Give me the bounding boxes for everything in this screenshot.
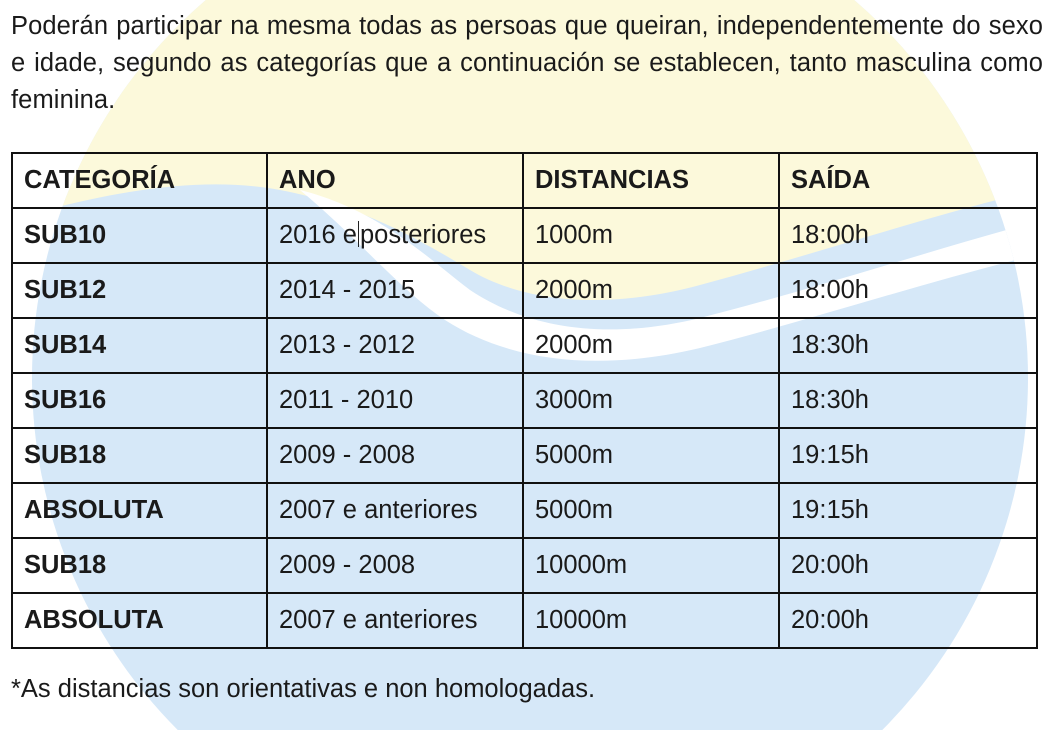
cell-ano-part: 2016 e — [279, 221, 357, 249]
table-row — [12, 538, 1037, 593]
table-row — [12, 263, 1037, 318]
cell-saida: 18:30h — [779, 318, 1037, 373]
header-ano: ANO — [267, 153, 523, 208]
cell-categoria: SUB16 — [12, 373, 267, 428]
cell-distancia: 5000m — [523, 428, 779, 483]
table-row — [12, 483, 1037, 538]
cell-categoria: ABSOLUTA — [12, 483, 267, 538]
cell-distancia: 10000m — [523, 538, 779, 593]
cell-ano: 2013 - 2012 — [267, 318, 523, 373]
cell-saida: 20:00h — [779, 538, 1037, 593]
cell-distancia: 2000m — [523, 318, 779, 373]
cell-ano: 2009 - 2008 — [267, 538, 523, 593]
cell-distancia: 5000m — [523, 483, 779, 538]
cell-ano — [267, 208, 523, 263]
cell-ano: 2011 - 2010 — [267, 373, 523, 428]
cell-ano: 2007 e anteriores — [267, 483, 523, 538]
cell-saida: 19:15h — [779, 483, 1037, 538]
cell-saida: 18:30h — [779, 373, 1037, 428]
categories-table — [11, 152, 1038, 649]
cell-categoria: SUB14 — [12, 318, 267, 373]
cell-saida: 18:00h — [779, 208, 1037, 263]
cell-categoria: SUB12 — [12, 263, 267, 318]
cell-ano-part: posteriores — [360, 221, 487, 249]
cell-distancia: 3000m — [523, 373, 779, 428]
table-row — [12, 593, 1037, 648]
cell-categoria: SUB18 — [12, 538, 267, 593]
cell-categoria: SUB10 — [12, 208, 267, 263]
cell-ano: 2014 - 2015 — [267, 263, 523, 318]
intro-paragraph: Poderán participar na mesma todas as persoas que queiran, independentemente do sexo e idade, segundo as categorías que a continuación se establecen, tanto masculina como feminina. — [11, 12, 1043, 114]
cell-ano: 2007 e anteriores — [267, 593, 523, 648]
text-cursor — [358, 221, 359, 247]
cell-distancia: 1000m — [523, 208, 779, 263]
table-row — [12, 428, 1037, 483]
table-row — [12, 318, 1037, 373]
cell-categoria: ABSOLUTA — [12, 593, 267, 648]
cell-ano: 2009 - 2008 — [267, 428, 523, 483]
header-categoria: CATEGORÍA — [12, 153, 267, 208]
cell-distancia: 2000m — [523, 263, 779, 318]
table-header-row — [12, 153, 1037, 208]
cell-saida: 19:15h — [779, 428, 1037, 483]
table-row — [12, 373, 1037, 428]
cell-distancia: 10000m — [523, 593, 779, 648]
header-saida: SAÍDA — [779, 153, 1037, 208]
cell-saida: 18:00h — [779, 263, 1037, 318]
footnote: *As distancias son orientativas e non homologadas. — [11, 675, 596, 703]
table-row — [12, 208, 1037, 263]
cell-categoria: SUB18 — [12, 428, 267, 483]
header-distancias: DISTANCIAS — [523, 153, 779, 208]
cell-saida: 20:00h — [779, 593, 1037, 648]
